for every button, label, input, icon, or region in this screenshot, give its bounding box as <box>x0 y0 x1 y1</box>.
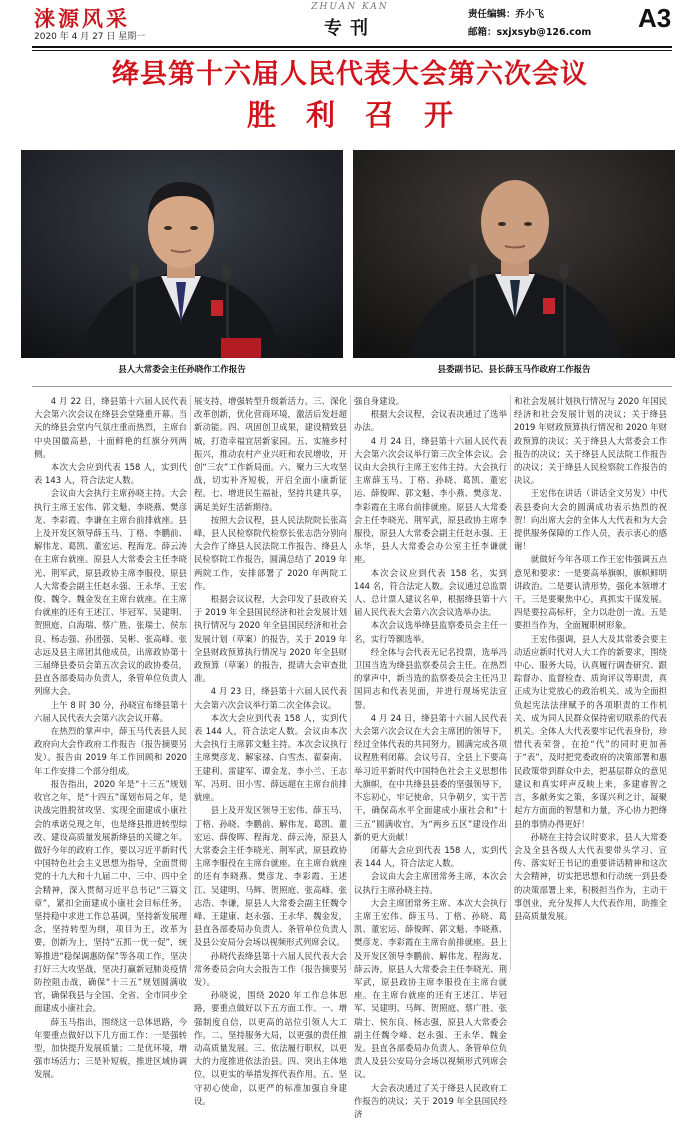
paragraph: 在热烈的掌声中，薛玉马代表县人民政府向大会作政府工作报告（报告摘要另发）。报告由 2019 年工作回顾和 2020 年工作安排二个部分组成。 <box>34 726 187 776</box>
paragraph: 孙晓在主持会议时要求，县人大常委会及全县各级人大代表要带头学习、宣传、落实好王书记的重要讲话精神和这次大会精神，切实把思想和行动统一到县委的决策部署上来，积极担当作为，主动干事创业，充分发挥人大代表作用，助推全县高质量发展。 <box>514 831 667 921</box>
paragraph: 会议由大会主席团常务主席，本次会议执行主席孙晓主持。 <box>354 871 507 895</box>
editor-email: 邮箱：sxjxsyb@126.com <box>468 27 592 38</box>
paragraph: 上午 8 时 30 分，孙晓宣布绛县第十六届人民代表大会第六次会议开幕。 <box>34 699 187 723</box>
article-column-3 <box>354 395 507 1119</box>
headline: 绛县第十六届人民代表大会第六次会议 <box>112 59 588 90</box>
paper-name: 涞源风采 <box>34 6 130 31</box>
paragraph: 王宏伟强调，县人大及其常委会要主动适应新时代对人大工作的新要求，围绕中心、服务大局，认真履行调查研究、跟踪督办、监督检查、质询评议等职责，真正成为让党放心的政治机关、成为全面担负起宪法法律赋予的各项职责的工作机关、成为同人民群众保持密切联系的代表机关。全体人大代表要牢记代表身份，珍惜代表荣誉，在抢“代”的同时更加善于“表”，及时把党委政府的决策部署和惠民政策带到群众中去，把基层群众的意见建议和真实呼声反映上来，多建睿智之言，多献务实之策，多谋兴利之计，凝聚起方方面面的智慧和力量，齐心协力把绛县的事情办得更好！ <box>514 633 667 829</box>
paragraph: 经全体与会代表无记名投票，选举冯卫国当选为绛县监察委员会主任。在热烈的掌声中，新当选的监察委员会主任冯卫国同志和代表见面，并进行现场宪法宣誓。 <box>354 646 507 710</box>
paragraph: 孙晓说，围绕 2020 年工作总体思路，要重点做好以下五方面工作。一、增强制度自信，以更高的站位引领人大工作。二、坚持服务大局，以更强的责任推动高质量发展。三、依法履行职权，以更大的力度推进依法治县。四、突出主体地位，以更实的举措发挥代表作用。五、坚守初心使命，以更严的标准加强自身建设。 <box>194 990 347 1106</box>
paragraph: 王宏伟在讲话（讲话全文另发）中代表县委向大会的圆满成功表示热烈的祝贺！向出席大会的全体人大代表和为大会提供服务保障的工作人员，表示衷心的感谢！ <box>514 488 667 552</box>
article-column-1 <box>34 395 187 1080</box>
headline-subline: 胜利召开 <box>246 98 483 132</box>
masthead-rule-thin <box>32 50 672 51</box>
paragraph: 本次大会应到代表 158 人，实到代表 144 人，符合法定人数。会议由本次大会执行主席郭文魁主持。本次会议执行主席樊彦龙、解家禄、白雪杰、翟秦南、王建利、雷建军、谭金龙、李小兰、王志军、冯玥、田小雪、薛远超在主席台前排就座。 <box>194 712 347 803</box>
paragraph: 本次大会应到代表 158 人，实到代表 143 人，符合法定人数。 <box>34 462 187 486</box>
paragraph: 4 月 24 日，绛县第十六届人民代表大会第六次会议在大会主席团的领导下，经过全体代表的共同努力，圆满完成各项议程胜利闭幕。会议号召，全县上下要高举习近平新时代中国特色社会主义思想伟大旗帜，在中共绛县县委的坚强领导下，不忘初心，牢记使命，只争朝夕，实干苦干，确保高水平全面建成小康社会和“十三五”圆满收官，为“两乡五区”建设作出新的更大贡献！ <box>354 712 507 842</box>
page-section-en: ZHUAN KAN <box>311 2 389 12</box>
masthead <box>0 0 700 46</box>
paragraph: 根据会议议程，大会印发了县政府关于 2019 年全县国民经济和社会发展计划执行情况与 2020 年全县国民经济和社会发展计划（草案）的报告，关于 2019 年全县财政预算执行情况与 2020 年全县财政预算（草案）的报告，提请大会审查批准。 <box>194 594 347 684</box>
paragraph: 展支持，增强转型升级新活力。三、深化改革创新，优化营商环境，激活后发赶超新动能。四、巩固创卫成果，建设精致县城，打造幸福宜居新家园。五、实施乡村振兴，推动农村产业兴旺和农民增收，开创“三农”工作新局面。六、聚力三大攻坚战，切实补齐短板，开启全面小康新征程。七、增进民生福祉，坚持共建共享，满足美好生活新期待。 <box>194 396 347 512</box>
paragraph: 本次会议应到代表 158 名，实到 144 名，符合法定人数。会议通过总监票人、总计票人建议名单，根据绛县第十六届人民代表大会第六次会议选举办法。 <box>354 567 507 618</box>
paragraph: 孙晓代表绛县第十六届人民代表大会常务委员会向大会报告工作（报告摘要另发）。 <box>194 950 347 987</box>
speaker-photo-right <box>353 150 675 358</box>
paragraph: 4 月 24 日，绛县第十六届人民代表大会第六次会议举行第三次全体会议。会议由大会执行主席王宏伟主持。大会执行主席薛玉马、丁格、孙晓、葛凯、董宏运、薛俊晖、郭文魁、李小燕、樊彦龙、李彩霞在主席台前排就座。原县人大常委会主任李晓光、荆军武，原县政协主席李服役，原县人大常委会副主任赵永强、王永华，县人大常委会办公室主任李谦就座。 <box>354 435 507 565</box>
paragraph: 大会表决通过了关于绛县人民政府工作报告的决议；关于 2019 年全县国民经济 <box>354 1082 507 1119</box>
paragraph: 报告指出，2020 年是“十三五”规划收官之年，是“十四五”谋划布局之年，是决战完胜脱贫攻坚、实现全面建成小康社会的承诺兑现之年，也是绛县推进转型综改、建设高质量发展新绛县的关键之年。做好今年的政府工作，要以习近平新时代中国特色社会主义思想为指导，全面贯彻党的十九大和十九届二中、三中、四中全会精神，深入贯彻习近平总书记“三篇文章”，紧扣全面建成小康社会目标任务，坚持稳中求进工作总基调，坚持新发展理念，坚持转型为纲，项目为王，改革为要，创新为上，坚持“五抓一优一促”，统筹推进“稳保调惠防保”等各项工作，坚决打好三大攻坚战，坚决打赢新冠肺炎疫情防控阻击战，确保“十三五”规划圆满收官，确保我县与全国、全省、全市同步全面建成小康社会。 <box>34 778 187 1014</box>
column-divider <box>510 395 511 970</box>
speaker-photo-left-image <box>21 150 343 358</box>
paragraph: 就做好今年各项工作王宏伟强调五点意见和要求：一是要高举旗帜，旗帜鲜明讲政治。二是要认清形势，强化本领增才干。三是要聚焦中心，真抓实干谋发展。四是要拉高标杆，全力以赴创一流。五是要担当作为，全面履职树形象。 <box>514 554 667 631</box>
issue-date: 2020 年 4 月 27 日 星期一 <box>34 32 146 42</box>
paragraph: 会议由大会执行主席孙晓主持。大会执行主席王宏伟、郭文魁、李晓燕、樊彦龙、李彩霞、李谦在主席台前排就座。县上及开发区领导薛玉马、丁格、李鹏前、解伟龙、葛凯、董宏运、程海龙、薛云涛在主席台就座。原县人大常委会主任李晓光、荆军武，原县政协主席李服役，原县人大常委会副主任赵永强、王永华、王宏俊、魏令、魏金发在主席台就座。在主席台就座的还有王述江、毕冠军、吴建明、贺照庭、白海瑞、蔡广胜、张瑞士、侯东良、杨志强、孙团强、吴彬、张高峰、张志远及县主席团其他成员，出席政协第十三届绛县委员会第五次会议的政协委员，县直各部委局办负责人，条管单位负责人列席大会。 <box>34 488 187 697</box>
column-divider <box>350 395 351 970</box>
paragraph: 薛玉马指出，围绕这一总体思路，今年要重点做好以下几方面工作：一是强转型，加快提升发展质量；二是优环境，增强市场活力；三是补短板，推进区域协调发展。 <box>34 1016 187 1080</box>
speaker-photo-right-image <box>353 150 675 358</box>
paragraph: 本次会议选举绛县监察委员会主任一名，实行等额选举。 <box>354 620 507 644</box>
paragraph: 根据大会议程，会议表决通过了选举办法。 <box>354 409 507 433</box>
article-column-2 <box>194 395 347 1106</box>
paragraph: 和社会发展计划执行情况与 2020 年国民经济和社会发展计划的决议；关于绛县 2019 年财政预算执行情况和 2020 年财政预算的决议；关于绛县人大常委会工作报告的决议；关于绛县人民法院工作报告的决议；关于绛县人民检察院工作报告的决议。 <box>514 396 667 486</box>
paragraph: 县上及开发区领导王宏伟、薛玉马、丁格、孙晓、李鹏前、解伟龙、葛凯、董宏运、薛俊晖、程海龙、薛云涛，原县人大常委会主任李晓光、荆军武，原县政协主席李服役在主席台就座。在主席台就座的还有李晓燕、樊彦龙、李彩霞、王述江、吴建明、马辉、贺照庭、张高峰、张志浩、李谦，原县人大常委会副主任魏令峰、王建康、赵永强、王永华、魏金发，县直各部委局办负责人、条管单位负责人及县公安局分会场以视频形式列席会议。 <box>194 805 347 948</box>
masthead-rule <box>32 46 672 48</box>
article-column-4 <box>514 395 667 975</box>
paragraph: 强自身建设。 <box>354 396 405 406</box>
page-section-title: 专刊 <box>324 18 376 39</box>
paragraph: 按照大会议程，县人民法院院长张高峰，县人民检察院代检察长张志浩分别向大会作了绛县人民法院工作报告、绛县人民检察院工作报告，圆满总结了 2019 年两院工作，安排部署了 2020 年两院工作。 <box>194 514 347 591</box>
column-divider <box>190 395 191 970</box>
photo-caption-right: 县委副书记、县长薛玉马作政府工作报告 <box>437 365 591 375</box>
responsible-editor: 责任编辑：乔小飞 <box>468 9 545 20</box>
section-divider <box>32 386 672 387</box>
paragraph: 闭幕大会应到代表 158 人，实到代表 144 人，符合法定人数。 <box>354 844 507 869</box>
paragraph: 4 月 23 日，绛县第十六届人民代表大会第六次会议举行第二次全体会议。 <box>194 686 347 710</box>
speaker-photo-left <box>21 150 343 358</box>
photo-caption-left: 县人大常委会主任孙晓作工作报告 <box>118 365 246 375</box>
paragraph: 大会主席团常务主席、本次大会执行主席王宏伟、薛玉马、丁格、孙晓、葛凯、董宏运、薛俊晖、郭文魁、李晓燕、樊彦龙、李彩霞在主席台前排就座。县上及开发区领导李鹏前、解伟龙、程海龙、薛云涛，原县人大常委会主任李晓光、荆军武，原县政协主席李服役在主席台就座。在主席台就座的还有王述江、毕冠军、吴建明、马辉、贺照庭、蔡广胜、张瑞士、侯东良、杨志强，原县人大常委会副主任魏令峰、赵永强、王永华、魏金发。县直各部委局办负责人、条管单位负责人及县公安局分会场以视频形式列席会议。 <box>354 897 507 1080</box>
page-number: A3 <box>638 3 672 33</box>
paragraph: 4 月 22 日，绛县第十六届人民代表大会第六次会议在绛县会堂隆重开幕。当天的绛县会堂内气氛庄重而热烈，主席台中央国徽高悬，十面鲜艳的红旗分列两侧。 <box>34 396 187 459</box>
